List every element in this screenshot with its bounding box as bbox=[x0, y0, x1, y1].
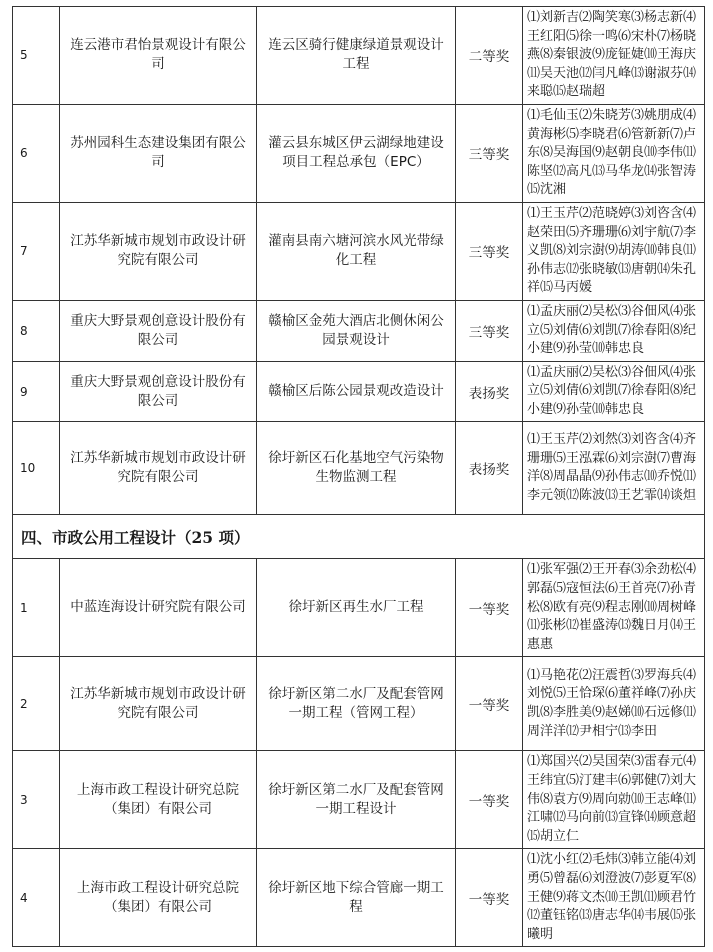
organization-name: 中蓝连海设计研究院有限公司 bbox=[60, 559, 257, 657]
table-row bbox=[13, 751, 705, 849]
participant-list: ⑴孟庆丽⑵吴松⑶谷佃风⑷张立⑸刘倩⑹刘凯⑺徐春阳⑻纪小建⑼孙莹⑽韩忠良 bbox=[523, 361, 705, 422]
row-index: 10 bbox=[13, 422, 60, 515]
organization-name: 上海市政工程设计研究总院（集团）有限公司 bbox=[60, 751, 257, 849]
organization-name: 江苏华新城市规划市政设计研究院有限公司 bbox=[60, 657, 257, 751]
project-name: 徐圩新区第二水厂及配套管网一期工程（管网工程） bbox=[257, 657, 456, 751]
project-name: 连云区骑行健康绿道景观设计工程 bbox=[257, 7, 456, 105]
row-index: 2 bbox=[13, 657, 60, 751]
organization-name: 重庆大野景观创意设计股份有限公司 bbox=[60, 361, 257, 422]
award-grade: 表扬奖 bbox=[456, 361, 523, 422]
project-name: 徐圩新区第二水厂及配套管网一期工程设计 bbox=[257, 751, 456, 849]
award-grade: 一等奖 bbox=[456, 751, 523, 849]
table-row bbox=[13, 422, 705, 515]
row-index: 8 bbox=[13, 300, 60, 361]
project-name: 徐圩新区再生水厂工程 bbox=[257, 559, 456, 657]
participant-list: ⑴马艳花⑵汪震哲⑶罗海兵⑷刘悦⑸王恰琛⑹董祥峰⑺孙庆凯⑻李胜美⑼赵娣⑽石远修⑾周洋洋⑿尹相宁⒀李田 bbox=[523, 657, 705, 751]
organization-name: 江苏华新城市规划市政设计研究院有限公司 bbox=[60, 422, 257, 515]
award-grade: 一等奖 bbox=[456, 657, 523, 751]
participant-list: ⑴郑国兴⑵吴国荣⑶雷春元⑷王纬宜⑸汀建丰⑹郭健⑺刘大伟⑻袁方⑼周向勍⑽王志峰⑾江啸⑿马向前⒀宣锋⒁顾意超⒂胡立仁 bbox=[523, 751, 705, 849]
row-index: 1 bbox=[13, 559, 60, 657]
organization-name: 连云港市君怡景观设计有限公司 bbox=[60, 7, 257, 105]
award-table bbox=[12, 6, 705, 947]
participant-list: ⑴张军强⑵王开春⑶余劲松⑷郭磊⑸寇恒法⑹王首亮⑺孙青松⑻欧有亮⑼程志刚⑽周树峰⑾张彬⑿崔盛涛⒀魏日月⒁王惠惠 bbox=[523, 559, 705, 657]
table-row bbox=[13, 202, 705, 300]
award-grade: 三等奖 bbox=[456, 300, 523, 361]
organization-name: 上海市政工程设计研究总院（集团）有限公司 bbox=[60, 849, 257, 947]
award-grade: 三等奖 bbox=[456, 202, 523, 300]
organization-name: 重庆大野景观创意设计股份有限公司 bbox=[60, 300, 257, 361]
table-row bbox=[13, 657, 705, 751]
table-row bbox=[13, 559, 705, 657]
section-title: 四、市政公用工程设计（25 项） bbox=[13, 515, 705, 559]
row-index: 3 bbox=[13, 751, 60, 849]
participant-list: ⑴孟庆丽⑵吴松⑶谷佃风⑷张立⑸刘倩⑹刘凯⑺徐春阳⑻纪小建⑼孙莹⑽韩忠良 bbox=[523, 300, 705, 361]
participant-list: ⑴沈小红⑵毛炜⑶韩立能⑷刘勇⑸曾磊⑹刘澄波⑺彭夏军⑻王健⑼蒋文杰⑽王凯⑾顾君竹⑿董钰铭⒀唐志华⒁韦展⒂张曦明 bbox=[523, 849, 705, 947]
project-name: 赣榆区后陈公园景观改造设计 bbox=[257, 361, 456, 422]
row-index: 9 bbox=[13, 361, 60, 422]
table-row bbox=[13, 849, 705, 947]
organization-name: 苏州园科生态建设集团有限公司 bbox=[60, 104, 257, 202]
row-index: 7 bbox=[13, 202, 60, 300]
project-name: 赣榆区金苑大酒店北侧休闲公园景观设计 bbox=[257, 300, 456, 361]
table-row bbox=[13, 300, 705, 361]
participant-list: ⑴王玉芹⑵范晓婷⑶刘咨含⑷赵荣田⑸齐珊珊⑹刘宇航⑺李义凯⑻刘宗澍⑼胡涛⑽韩良⑾孙伟志⑿张晓敏⒀唐朝⒁朱孔祥⒂马丙媛 bbox=[523, 202, 705, 300]
row-index: 4 bbox=[13, 849, 60, 947]
participant-list: ⑴毛仙玉⑵朱晓芳⑶姚朋成⑷黄海彬⑸李晓君⑹管新新⑺卢东⑻吴海国⑼赵朝良⑽李伟⑾陈坚⑿高凡⒀马华龙⒁张智涛⒂沈湘 bbox=[523, 104, 705, 202]
award-grade: 表扬奖 bbox=[456, 422, 523, 515]
participant-list: ⑴刘新吉⑵陶笑寒⑶杨志新⑷王红阳⑸徐一鸣⑹宋朴⑺杨晓燕⑻秦银波⑼庞钲婕⑽王海庆⑾吴天池⑿闫凡峰⒀谢淑芬⒁来聪⒂赵瑞超 bbox=[523, 7, 705, 105]
table-row bbox=[13, 361, 705, 422]
project-name: 徐圩新区石化基地空气污染物生物监测工程 bbox=[257, 422, 456, 515]
table-row bbox=[13, 7, 705, 105]
award-grade: 三等奖 bbox=[456, 104, 523, 202]
project-name: 灌南县南六塘河滨水风光带绿化工程 bbox=[257, 202, 456, 300]
award-grade: 一等奖 bbox=[456, 849, 523, 947]
section-header-row bbox=[13, 515, 705, 559]
table-row bbox=[13, 104, 705, 202]
organization-name: 江苏华新城市规划市政设计研究院有限公司 bbox=[60, 202, 257, 300]
participant-list: ⑴王玉芹⑵刘然⑶刘咨含⑷齐珊珊⑸王泓霖⑹刘宗澍⑺曹海洋⑻周晶晶⑼孙伟志⑽乔悦⑾李元领⑿陈波⒀王艺霏⒁谈炟 bbox=[523, 422, 705, 515]
row-index: 5 bbox=[13, 7, 60, 105]
award-grade: 一等奖 bbox=[456, 559, 523, 657]
project-name: 灌云县东城区伊云湖绿地建设项目工程总承包（EPC） bbox=[257, 104, 456, 202]
project-name: 徐圩新区地下综合管廊一期工程 bbox=[257, 849, 456, 947]
row-index: 6 bbox=[13, 104, 60, 202]
award-grade: 二等奖 bbox=[456, 7, 523, 105]
